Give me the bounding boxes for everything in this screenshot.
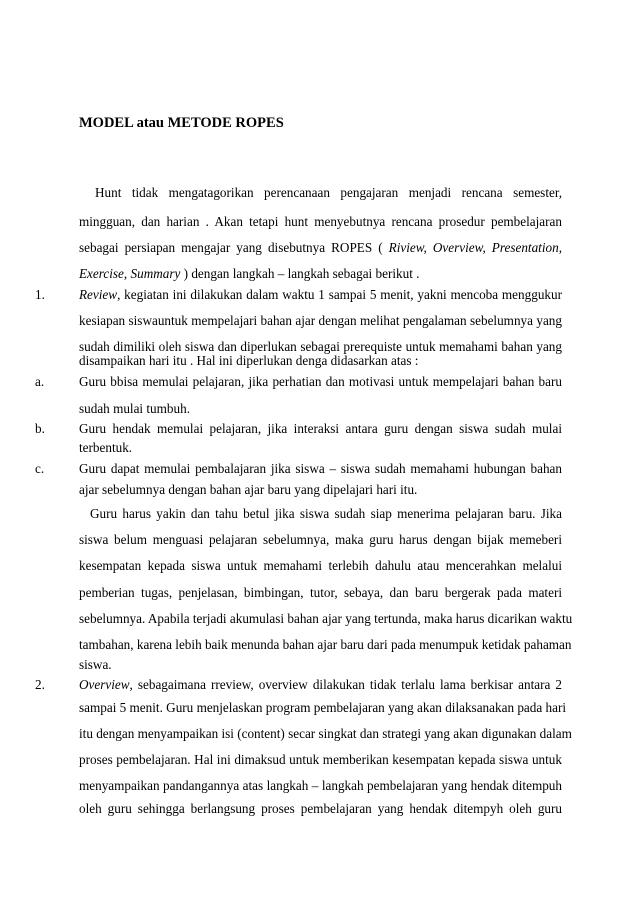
- item-2-marker: 2.: [35, 677, 45, 692]
- item-1-line-1: [79, 287, 562, 303]
- para-2-line-1: Guru harus yakin dan tahu betul jika siswa sudah siap menerima pelajaran baru. Jika: [90, 506, 562, 521]
- item-2-line-3: itu dengan menyampaikan isi (content) secar singkat dan strategi yang akan digunakan dalam: [79, 726, 572, 741]
- sub-a-line-2: sudah mulai tumbuh.: [79, 401, 190, 416]
- intro-line-4-text: ) dengan langkah – langkah sebagai berikut .: [180, 266, 420, 281]
- sub-b-marker: b.: [35, 421, 45, 436]
- item-2-line-1: [79, 677, 562, 693]
- sub-c-line-1: Guru dapat memulai pembalajaran jika siswa – siswa sudah memahami hubungan bahan: [79, 461, 562, 476]
- para-2-line-4: pemberian tugas, penjelasan, bimbingan, tutor, sebaya, dan baru bergerak pada materi: [79, 585, 562, 600]
- sub-c-marker: c.: [35, 461, 45, 476]
- para-2-line-3: kesempatan kepada siswa untuk memahami terlebih dahulu atau mencerahkan melalui: [79, 558, 562, 573]
- item-2-line-2: sampai 5 menit. Guru menjelaskan program pembelajaran yang akan dilaksanakan pada hari: [79, 700, 567, 715]
- intro-line-4: [79, 266, 562, 282]
- para-2-line-6: tambahan, karena lebih baik menunda bahan ajar baru dari pada menumpuk ketidak pahaman: [79, 637, 572, 652]
- item-2-line-1-text: , sebagaimana rreview, overview dilakukan tidak terlalu lama berkisar antara 2: [129, 677, 562, 692]
- item-1-line-1-text: , kegiatan ini dilakukan dalam waktu 1 sampai 5 menit, yakni mencoba menggukur: [117, 287, 562, 302]
- para-2-line-7: siswa.: [79, 657, 112, 672]
- intro-line-3-text: sebagai persiapan mengajar yang disebutnya ROPES (: [79, 240, 389, 255]
- item-2-line-4: proses pembelajaran. Hal ini dimaksud untuk memberikan kesempatan kepada siswa untuk: [79, 752, 562, 767]
- intro-line-2: mingguan, dan harian . Akan tetapi hunt menyebutnya rencana prosedur pembelajaran: [79, 214, 562, 229]
- intro-line-3: [79, 240, 562, 256]
- item-1-term: Review: [79, 287, 118, 302]
- sub-b-line-1: Guru hendak memulai pelajaran, jika interaksi antara guru dengan siswa sudah mulai: [79, 421, 562, 436]
- item-1-marker: 1.: [35, 287, 45, 302]
- item-1-line-4: disampaikan hari itu . Hal ini diperlukan denga didasarkan atas :: [79, 353, 419, 368]
- ropes-terms-1: Riview, Overview, Presentation,: [388, 240, 562, 255]
- item-1-line-2: kesiapan siswauntuk mempelajari bahan ajar dengan melihat pengalaman sebelumnya yang: [79, 313, 562, 328]
- item-1-line-3: sudah dimiliki oleh siswa dan diperlukan sebagai prerequiste untuk memahami bahan yang: [79, 339, 562, 354]
- document-title: MODEL atau METODE ROPES: [79, 115, 284, 131]
- sub-c-line-2: ajar sebelumnya dengan bahan ajar baru yang dipelajari hari itu.: [79, 482, 418, 497]
- item-2-line-6: oleh guru sehingga berlangsung proses pembelajaran yang hendak ditempyh oleh guru: [79, 801, 562, 816]
- ropes-terms-2: Exercise, Summary: [79, 266, 181, 281]
- item-2-term: Overview: [79, 677, 130, 692]
- sub-a-line-1: Guru bbisa memulai pelajaran, jika perhatian dan motivasi untuk mempelajari bahan baru: [79, 374, 562, 389]
- intro-line-1: Hunt tidak mengatagorikan perencanaan pengajaran menjadi rencana semester,: [95, 185, 562, 200]
- para-2-line-5: sebelumnya. Apabila terjadi akumulasi bahan ajar yang tertunda, maka harus dicarikan waktu: [79, 611, 573, 626]
- sub-b-line-2: terbentuk.: [79, 440, 133, 455]
- item-2-line-5: menyampaikan pandangannya atas langkah – langkah pembelajaran yang hendak ditempuh: [79, 778, 562, 793]
- sub-a-marker: a.: [35, 374, 45, 389]
- para-2-line-2: siswa belum menguasi pelajaran sebelumnya, maka guru harus dengan bijak memeberi: [79, 532, 562, 547]
